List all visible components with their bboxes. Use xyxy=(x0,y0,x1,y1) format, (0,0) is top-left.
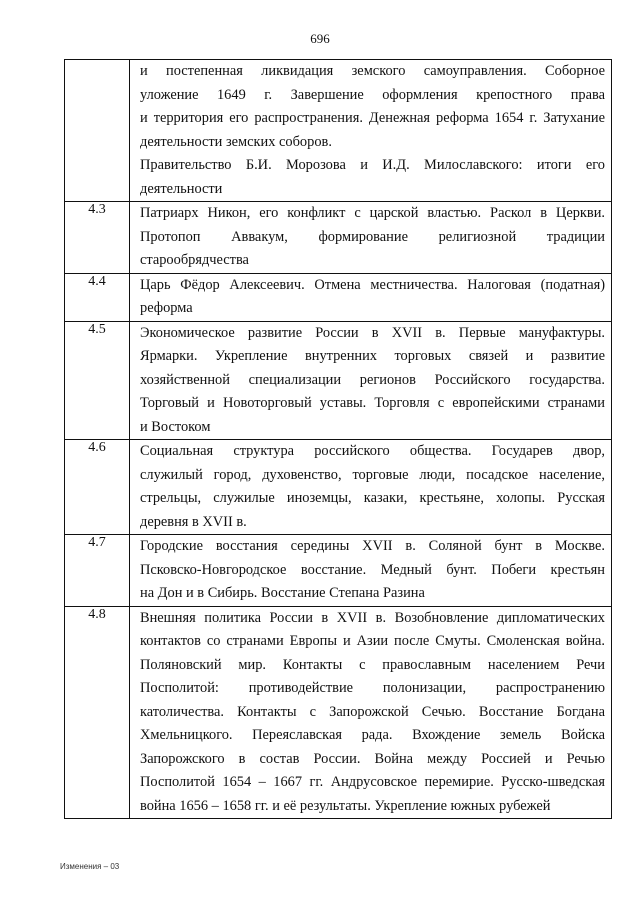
section-description xyxy=(130,440,612,535)
text-line: Торговый и Новоторговый уставы. Торговля с европейскими странами xyxy=(140,395,605,411)
text-line: и Востоком xyxy=(140,418,211,435)
text-line: старообрядчества xyxy=(140,252,249,268)
text-line: и постепенная ликвидация земского самоуправления. Соборное xyxy=(140,63,605,79)
text-line: Внешняя политика России в XVII в. Возобновление дипломатических xyxy=(140,609,605,626)
text-line: Патриарх Никон, его конфликт с царской властью. Раскол в Церкви. xyxy=(140,205,605,221)
section-description xyxy=(130,535,612,607)
table-row xyxy=(65,202,612,274)
text-line: реформа xyxy=(140,300,193,316)
text-line: служилый город, духовенство, торговые люди, посадское население, xyxy=(140,466,605,483)
section-description xyxy=(130,273,612,321)
table-row xyxy=(65,60,612,202)
section-description xyxy=(130,606,612,819)
text-line: Протопоп Аввакум, формирование религиозной традиции xyxy=(140,228,605,245)
section-number: 4.8 xyxy=(65,606,130,819)
table-row xyxy=(65,440,612,535)
text-line: и территория его распространения. Денежная реформа 1654 г. Затухание xyxy=(140,110,605,126)
text-line: контактов со странами Европы и Азии после Смуты. Смоленская война. xyxy=(140,633,605,649)
text-line: на Дон и в Сибирь. Восстание Степана Разина xyxy=(140,585,425,601)
table-row xyxy=(65,273,612,321)
text-line: Посполитой: противодействие полонизации, распространению xyxy=(140,680,605,696)
section-number: 4.3 xyxy=(65,202,130,274)
text-line: Ярмарки. Укрепление внутренних торговых связей и развитие xyxy=(140,348,605,364)
section-number xyxy=(65,60,130,202)
text-line: Городские восстания середины XVII в. Соляной бунт в Москве. xyxy=(140,538,605,554)
section-description xyxy=(130,202,612,274)
content-table xyxy=(64,59,612,819)
text-line: Царь Фёдор Алексеевич. Отмена местничества. Налоговая (податная) xyxy=(140,276,605,293)
text-line: война 1656 – 1658 гг. и её результаты. Укрепление южных рубежей xyxy=(140,797,551,814)
text-line: католичества. Контакты с Запорожской Сечью. Восстание Богдана xyxy=(140,703,605,720)
text-line: Посполитой 1654 – 1667 гг. Андрусовское перемирие. Русско-шведская xyxy=(140,774,605,790)
section-number: 4.7 xyxy=(65,535,130,607)
text-line: Правительство Б.И. Морозова и И.Д. Милославского: итоги его xyxy=(140,157,605,173)
table-row xyxy=(65,606,612,819)
text-line: Псковско-Новгородское восстание. Медный бунт. Побеги крестьян xyxy=(140,561,605,578)
section-number: 4.6 xyxy=(65,440,130,535)
text-line: уложение 1649 г. Завершение оформления крепостного права xyxy=(140,86,605,103)
section-description xyxy=(130,60,612,202)
text-line: деятельности xyxy=(140,180,223,197)
footer-revision: Изменения – 03 xyxy=(60,862,120,871)
section-number: 4.4 xyxy=(65,273,130,321)
text-line: деятельности земских соборов. xyxy=(140,133,332,150)
text-line: Хмельницкого. Переяславская рада. Вхождение земель Войска xyxy=(140,727,605,743)
text-line: стрельцы, служилые иноземцы, казаки, крестьяне, холопы. Русская xyxy=(140,490,605,506)
table-row xyxy=(65,535,612,607)
text-line: Запорожского в состав России. Война между Россией и Речью xyxy=(140,750,605,767)
text-line: Поляновский мир. Контакты с православным населением Речи xyxy=(140,656,605,673)
table-row xyxy=(65,321,612,440)
section-number: 4.5 xyxy=(65,321,130,440)
text-line: Экономическое развитие России в XVII в. Первые мануфактуры. xyxy=(140,324,605,341)
page-number: 696 xyxy=(310,31,330,46)
text-line: хозяйственной специализации регионов Российского государства. xyxy=(140,371,605,388)
section-description xyxy=(130,321,612,440)
text-line: Социальная структура российского общества. Государев двор, xyxy=(140,443,605,459)
text-line: деревня в XVII в. xyxy=(140,513,247,530)
